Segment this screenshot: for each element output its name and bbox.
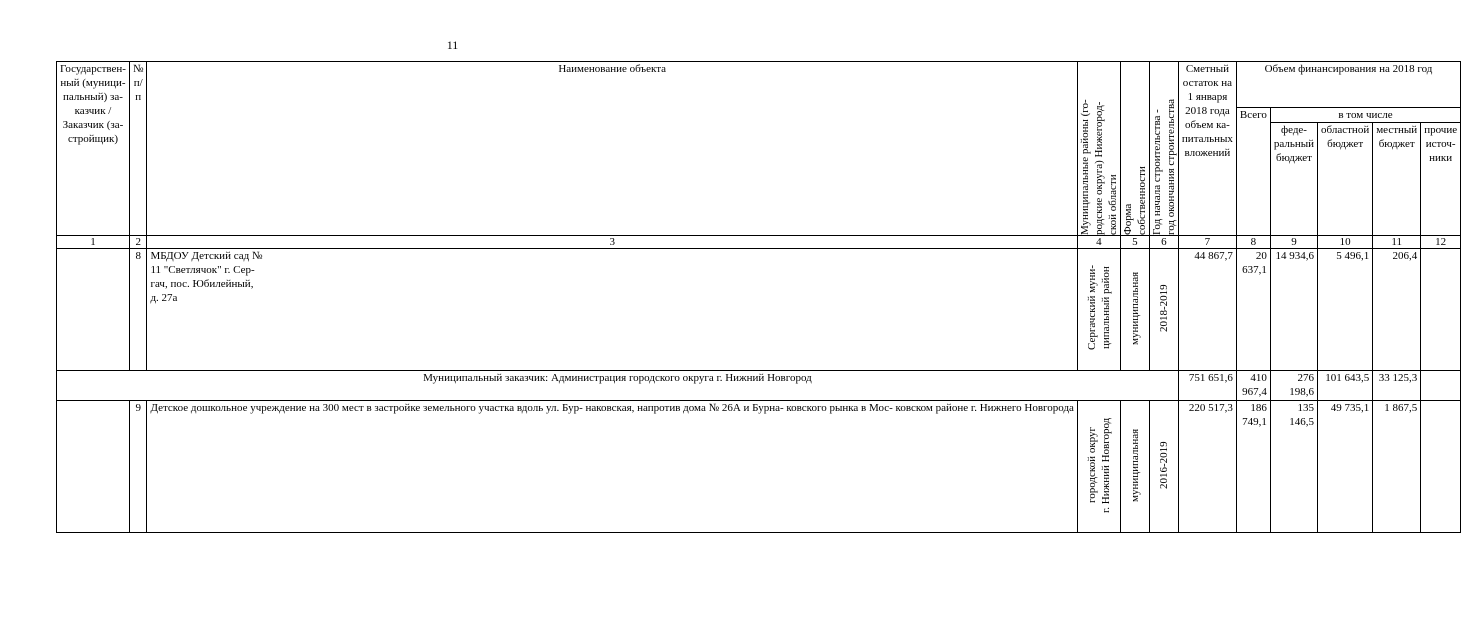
col-number: 5 — [1120, 236, 1149, 249]
col-number: 3 — [147, 236, 1077, 249]
customer-row-other — [1421, 371, 1461, 401]
row2-customer — [57, 401, 130, 533]
col-number: 8 — [1236, 236, 1270, 249]
table-row — [57, 249, 1461, 371]
row2-other — [1421, 401, 1461, 533]
header-other: прочие источ- ники — [1421, 123, 1461, 236]
table-row — [57, 371, 1461, 401]
row2-years — [1149, 401, 1178, 533]
row1-num: 8 — [129, 249, 147, 371]
row1-years — [1149, 249, 1178, 371]
row2-federal: 135 146,5 — [1270, 401, 1317, 533]
row1-ownership-text: муниципальная — [1128, 271, 1141, 345]
customer-row-federal: 276 198,6 — [1270, 371, 1317, 401]
header-district — [1077, 62, 1120, 236]
row1-years-text: 2018-2019 — [1157, 284, 1170, 332]
header-years-text: Год начала строительства - год окончания строительства — [1150, 99, 1177, 235]
table-row — [57, 401, 1461, 533]
row1-district-text: Сергачский муни- ципальный район — [1085, 265, 1112, 351]
header-including: в том числе — [1270, 108, 1460, 123]
header-ownership-text: Форма собственности — [1121, 166, 1148, 235]
row2-local: 1 867,5 — [1373, 401, 1421, 533]
customer-row-local: 33 125,3 — [1373, 371, 1421, 401]
row1-estimate: 44 867,7 — [1178, 249, 1236, 371]
header-object: Наименование объекта — [147, 62, 1077, 236]
customer-row-regional: 101 643,5 — [1318, 371, 1373, 401]
row2-ownership — [1120, 401, 1149, 533]
col-number: 11 — [1373, 236, 1421, 249]
row2-district — [1077, 401, 1120, 533]
page-number: 11 — [446, 38, 459, 52]
col-number: 12 — [1421, 236, 1461, 249]
customer-row-estimate: 751 651,6 — [1178, 371, 1236, 401]
row2-num: 9 — [129, 401, 147, 533]
col-number: 10 — [1318, 236, 1373, 249]
col-number: 7 — [1178, 236, 1236, 249]
header-funding: Объем финансирования на 2018 год — [1236, 62, 1460, 108]
row1-ownership — [1120, 249, 1149, 371]
row2-regional: 49 735,1 — [1318, 401, 1373, 533]
header-district-text: Муниципальные районы (го- родские округа) Нижегород- ской области — [1078, 99, 1119, 235]
row1-local: 206,4 — [1373, 249, 1421, 371]
row2-total: 186 749,1 — [1236, 401, 1270, 533]
row1-district — [1077, 249, 1120, 371]
row2-district-text: городской округ г. Нижний Новгород — [1085, 417, 1112, 513]
header-customer: Государствен- ный (муници- пальный) за- казчик / Заказчик (за- стройщик) — [57, 62, 130, 236]
row1-other — [1421, 249, 1461, 371]
row1-regional: 5 496,1 — [1318, 249, 1373, 371]
header-regional: областной бюджет — [1318, 123, 1373, 236]
col-number: 4 — [1077, 236, 1120, 249]
customer-row-label: Муниципальный заказчик: Администрация городского округа г. Нижний Новгород — [57, 371, 1179, 401]
header-num: № п/п — [129, 62, 147, 236]
col-number: 9 — [1270, 236, 1317, 249]
col-number: 1 — [57, 236, 130, 249]
row1-federal: 14 934,6 — [1270, 249, 1317, 371]
row2-object: Детское дошкольное учреждение на 300 мест в застройке земельного участка вдоль ул. Бур- наковская, напротив дома № 26А и Бурна- ковского рынка в Мос- ковском районе г. Нижнего Новгорода — [147, 401, 1077, 533]
row1-object: МБДОУ Детский сад № 11 "Светлячок" г. Сер- гач, пос. Юбилейный, д. 27а — [147, 249, 1077, 371]
row1-customer — [57, 249, 130, 371]
customer-row-total: 410 967,4 — [1236, 371, 1270, 401]
col-number: 6 — [1149, 236, 1178, 249]
header-total: Всего — [1236, 108, 1270, 236]
row2-ownership-text: муниципальная — [1128, 428, 1141, 502]
header-federal: феде- ральный бюджет — [1270, 123, 1317, 236]
row1-total: 20 637,1 — [1236, 249, 1270, 371]
row2-years-text: 2016-2019 — [1157, 441, 1170, 489]
row2-estimate: 220 517,3 — [1178, 401, 1236, 533]
header-local: местный бюджет — [1373, 123, 1421, 236]
col-number: 2 — [129, 236, 147, 249]
header-estimate: Сметный остаток на 1 января 2018 года объем ка- питальных вложений — [1178, 62, 1236, 236]
header-years — [1149, 62, 1178, 236]
header-ownership — [1120, 62, 1149, 236]
funding-table — [56, 61, 1461, 533]
